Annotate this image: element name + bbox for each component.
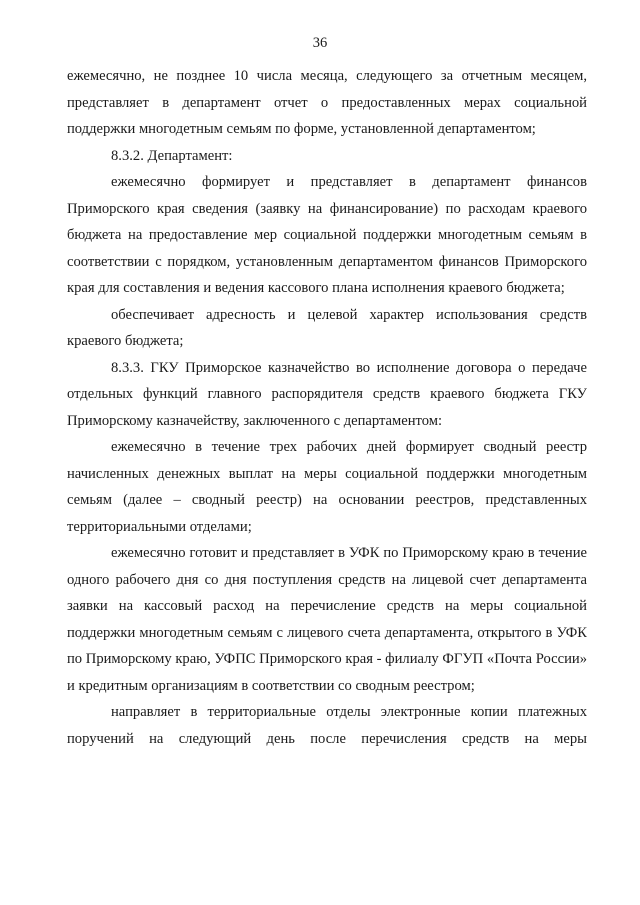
paragraph-consolidated-register: ежемесячно в течение трех рабочих дней формирует сводный реестр начисленных денежных выплат на меры социальной поддержки многодетным семьям (далее – сводный реестр) на основании реестров, представленных территориальными отделами; (67, 439, 587, 535)
paragraph-cash-expense-requests: ежемесячно готовит и представляет в УФК по Приморскому краю в течение одного рабочего дня со дня поступления средств на лицевой счет департамента заявки на кассовый расход на перечисление средств на меры социальной поддержки многодетным семьям с лицевого счета департамента, открытого в УФК по Приморскому краю, УФПС Приморского края - филиалу ФГУП «Почта России» и кредитным организациям в соответствии со сводным реестром; (67, 545, 587, 694)
paragraph-payment-orders: направляет в территориальные отделы электронные копии платежных поручений на следующий день после перечисления средств на меры (67, 704, 587, 747)
paragraph-section-8-3-3: 8.3.3. ГКУ Приморское казначейство во исполнение договора о передаче отдельных функций главного распорядителя средств краевого бюджета ГКУ Приморскому казначейству, заключенного с департаментом: (67, 359, 587, 429)
paragraph-funding-request: ежемесячно формирует и представляет в департамент финансов Приморского края сведения (заявку на финансирование) по расходам краевого бюджета на предоставление мер социальной поддержки многодетным семьям в соответствии с порядком, установленным департаментом финансов Приморского края для составления и ведения кассового плана исполнения краевого бюджета; (67, 174, 587, 296)
paragraph-targeted-use: обеспечивает адресность и целевой характер использования средств краевого бюджета; (67, 306, 587, 349)
paragraph-section-8-3-2: 8.3.2. Департамент: (111, 147, 233, 164)
paragraph-monthly-report: ежемесячно, не позднее 10 числа месяца, следующего за отчетным месяцем, представляет в департамент отчет о предоставленных мерах социальной поддержки многодетным семьям по форме, установленной департаментом; (67, 68, 587, 137)
document-body (67, 63, 587, 752)
page-number: 36 (312, 35, 328, 51)
